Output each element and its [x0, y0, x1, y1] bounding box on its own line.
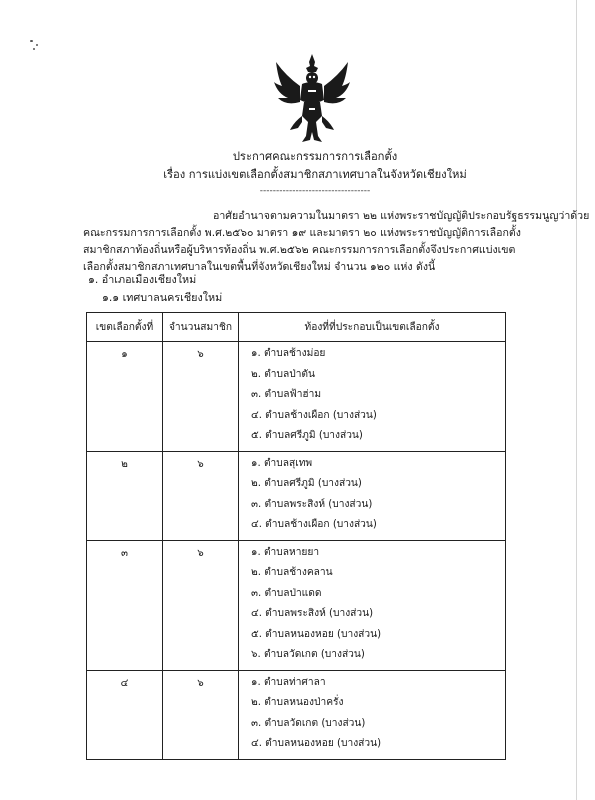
area-cell [239, 670, 506, 759]
district-heading: ๑. อำเภอเมืองเชียงใหม่ [88, 273, 197, 286]
area-item: ๓. ตำบลวัดเกต (บางส่วน) [251, 717, 366, 729]
municipality-heading: ๑.๑ เทศบาลนครเชียงใหม่ [102, 291, 223, 304]
area-item: ๑. ตำบลช้างม่อย [251, 348, 326, 359]
area-item: ๔. ตำบลหนองหอย (บางส่วน) [251, 738, 382, 749]
column-header-zone: เขตเลือกตั้งที่ [87, 313, 163, 342]
column-header-areas: ท้องที่ที่ประกอบเป็นเขตเลือกตั้ง [239, 313, 506, 342]
area-item: ๖. ตำบลวัดเกต (บางส่วน) [251, 649, 365, 660]
area-cell [239, 540, 506, 670]
area-item: ๒. ตำบลช้างคลาน [251, 567, 333, 578]
preamble-paragraph [83, 208, 590, 276]
scan-speck [36, 44, 38, 46]
area-cell [239, 451, 506, 540]
electoral-zone-table [86, 312, 506, 760]
title-separator: ---------------------------------- [259, 186, 371, 196]
area-item: ๑. ตำบลหายยา [251, 546, 320, 558]
area-list [239, 671, 505, 759]
area-item: ๑. ตำบลสุเทพ [251, 457, 313, 469]
preamble-line: เลือกตั้งสมาชิกสภาเทศบาลในเขตพื้นที่จังหวัดเชียงใหม่ จำนวน ๑๒๐ แห่ง ดังนี้ [83, 261, 436, 273]
table-row [87, 451, 506, 540]
table-header-row [87, 313, 506, 342]
area-item: ๓. ตำบลฟ้าฮ่าม [251, 389, 322, 400]
zone-number: ๔ [87, 670, 163, 759]
area-item: ๕. ตำบลศรีภูมิ (บางส่วน) [251, 430, 363, 441]
member-count: ๖ [163, 342, 239, 452]
garuda-emblem-icon [272, 52, 352, 144]
announcement-subject: เรื่อง การแบ่งเขตเลือกตั้งสมาชิกสภาเทศบาลในจังหวัดเชียงใหม่ [163, 168, 467, 181]
announcement-title: ประกาศคณะกรรมการการเลือกตั้ง [232, 150, 398, 163]
member-count: ๖ [163, 451, 239, 540]
area-item: ๓. ตำบลพระสิงห์ (บางส่วน) [251, 498, 373, 510]
member-count: ๖ [163, 670, 239, 759]
scan-edge-line [576, 0, 577, 800]
area-item: ๑. ตำบลท่าศาลา [251, 676, 326, 688]
scan-speck [33, 48, 35, 50]
preamble-line: คณะกรรมการการเลือกตั้ง พ.ศ.๒๕๖๐ มาตรา ๑๙ และมาตรา ๒๐ แห่งพระราชบัญญัติการเลือกตั้ง [83, 227, 521, 239]
area-item: ๔. ตำบลพระสิงห์ (บางส่วน) [251, 608, 374, 619]
zone-number: ๒ [87, 451, 163, 540]
preamble-line: อาศัยอำนาจตามความในมาตรา ๒๒ แห่งพระราชบัญญัติประกอบรัฐธรรมนูญว่าด้วย [213, 210, 590, 222]
column-header-members: จำนวนสมาชิก [163, 313, 239, 342]
area-item: ๒. ตำบลป่าตัน [251, 368, 316, 380]
table-row [87, 540, 506, 670]
table-row [87, 670, 506, 759]
area-item: ๔. ตำบลช้างเผือก (บางส่วน) [251, 519, 377, 530]
area-item: ๒. ตำบลหนองป่าครั่ง [251, 697, 344, 708]
area-item: ๓. ตำบลป่าแดด [251, 587, 322, 599]
zone-number: ๓ [87, 540, 163, 670]
area-item: ๒. ตำบลศรีภูมิ (บางส่วน) [251, 478, 362, 489]
area-list [239, 541, 505, 670]
area-list [239, 342, 505, 451]
area-cell [239, 342, 506, 452]
area-list [239, 452, 505, 540]
member-count: ๖ [163, 540, 239, 670]
zone-number: ๑ [87, 342, 163, 452]
preamble-line: สมาชิกสภาท้องถิ่นหรือผู้บริหารท้องถิ่น พ.ศ.๒๕๖๒ คณะกรรมการการเลือกตั้งจึงประกาศแบ่งเขต [83, 244, 516, 256]
table-row [87, 342, 506, 452]
area-item: ๔. ตำบลช้างเผือก (บางส่วน) [251, 409, 377, 421]
area-item: ๕. ตำบลหนองหอย (บางส่วน) [251, 628, 382, 640]
scan-speck [30, 40, 33, 42]
